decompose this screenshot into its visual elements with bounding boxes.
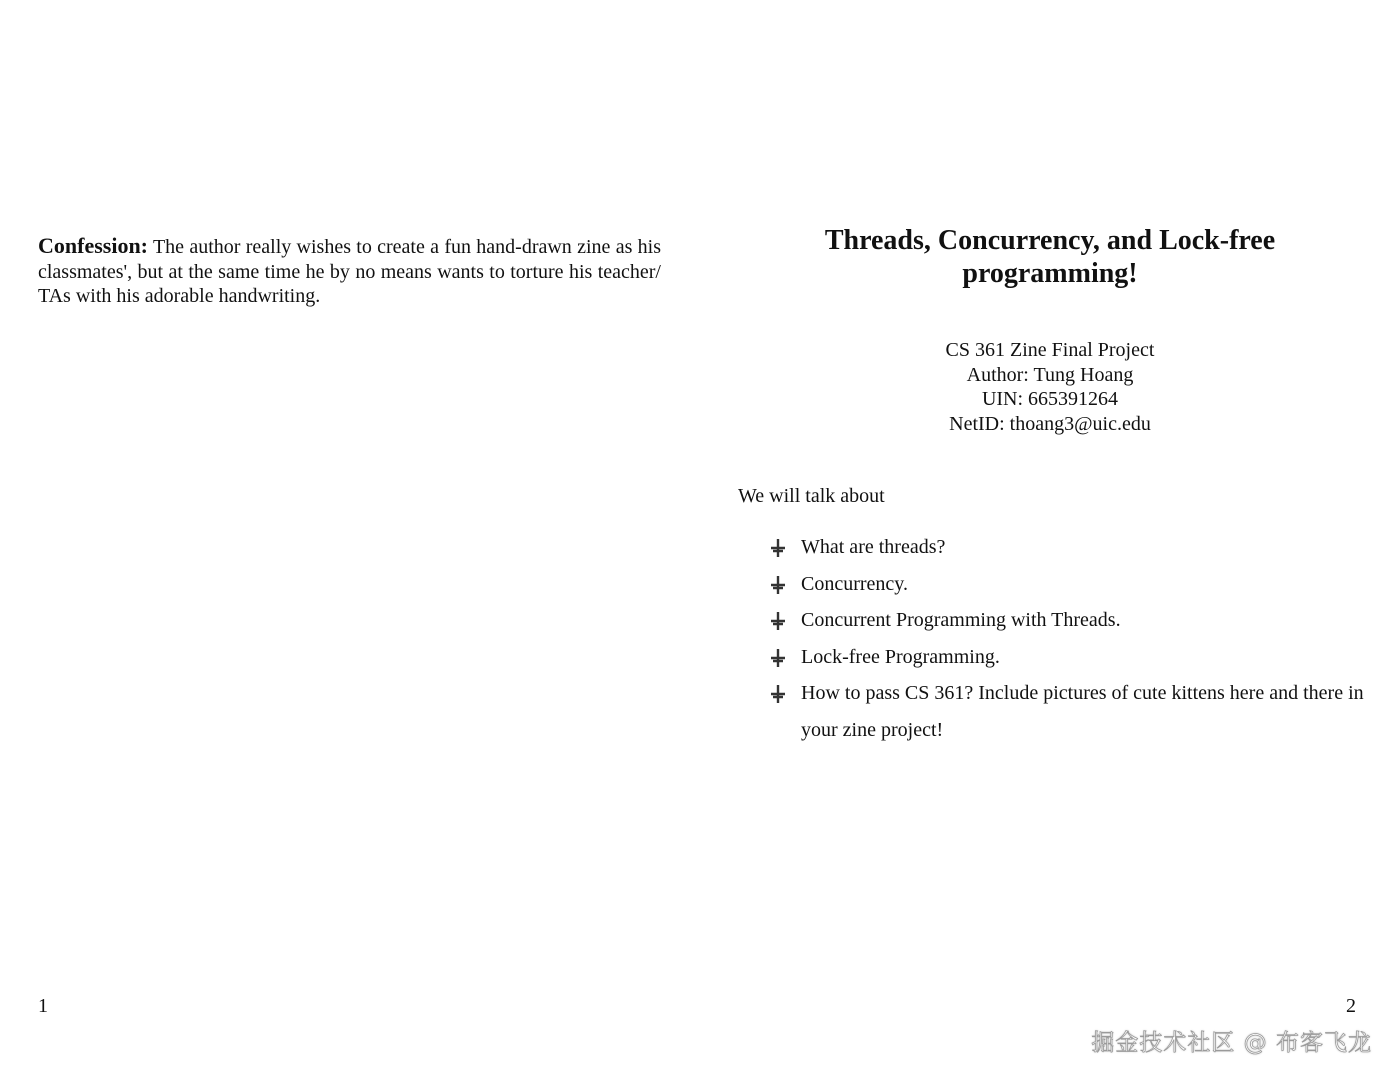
author-line: Author: Tung Hoang bbox=[966, 363, 1134, 386]
intro-text: We will talk about bbox=[738, 485, 885, 507]
right-page bbox=[700, 0, 1400, 1082]
confession-text: The author really wishes to create a fun hand-drawn zine as his classmates', but at the same time he by no means wants to torture his teacher/ TAs with his adorable handwriting. bbox=[38, 236, 661, 307]
netid-line: NetID: thoang3@uic.edu bbox=[949, 412, 1151, 435]
page-number-left: 1 bbox=[38, 995, 48, 1017]
title-line-1: Threads, Concurrency, and Lock-free bbox=[824, 225, 1276, 256]
course-line: CS 361 Zine Final Project bbox=[945, 339, 1155, 361]
dagger-bullet-icon bbox=[768, 684, 788, 704]
topic-text: How to pass CS 361? Include pictures of cute kittens here and there in your zine project! bbox=[801, 682, 1364, 741]
page-number-right: 2 bbox=[1346, 995, 1356, 1017]
confession-lead: Confession: bbox=[38, 233, 149, 258]
list-item bbox=[768, 639, 1368, 676]
topic-text: Concurrent Programming with Threads. bbox=[801, 609, 1121, 632]
dagger-bullet-icon bbox=[768, 648, 788, 668]
confession-paragraph bbox=[38, 234, 661, 309]
topic-text: What are threads? bbox=[801, 536, 946, 558]
document-title bbox=[790, 224, 1310, 290]
list-item bbox=[768, 529, 1368, 566]
uin-line: UIN: 665391264 bbox=[981, 388, 1119, 410]
dagger-bullet-icon bbox=[768, 575, 788, 595]
dagger-bullet-icon bbox=[768, 611, 788, 631]
dagger-bullet-icon bbox=[768, 538, 788, 558]
topic-text: Concurrency. bbox=[801, 572, 908, 595]
author-info bbox=[850, 338, 1250, 436]
list-item bbox=[768, 675, 1368, 748]
watermark: 掘金技术社区 @ 布客飞龙 bbox=[1091, 1030, 1372, 1056]
topic-text: Lock-free Programming. bbox=[801, 645, 1000, 668]
list-item bbox=[768, 602, 1368, 639]
topic-list bbox=[768, 529, 1368, 749]
title-line-2: programming! bbox=[962, 258, 1138, 289]
list-item bbox=[768, 566, 1368, 603]
